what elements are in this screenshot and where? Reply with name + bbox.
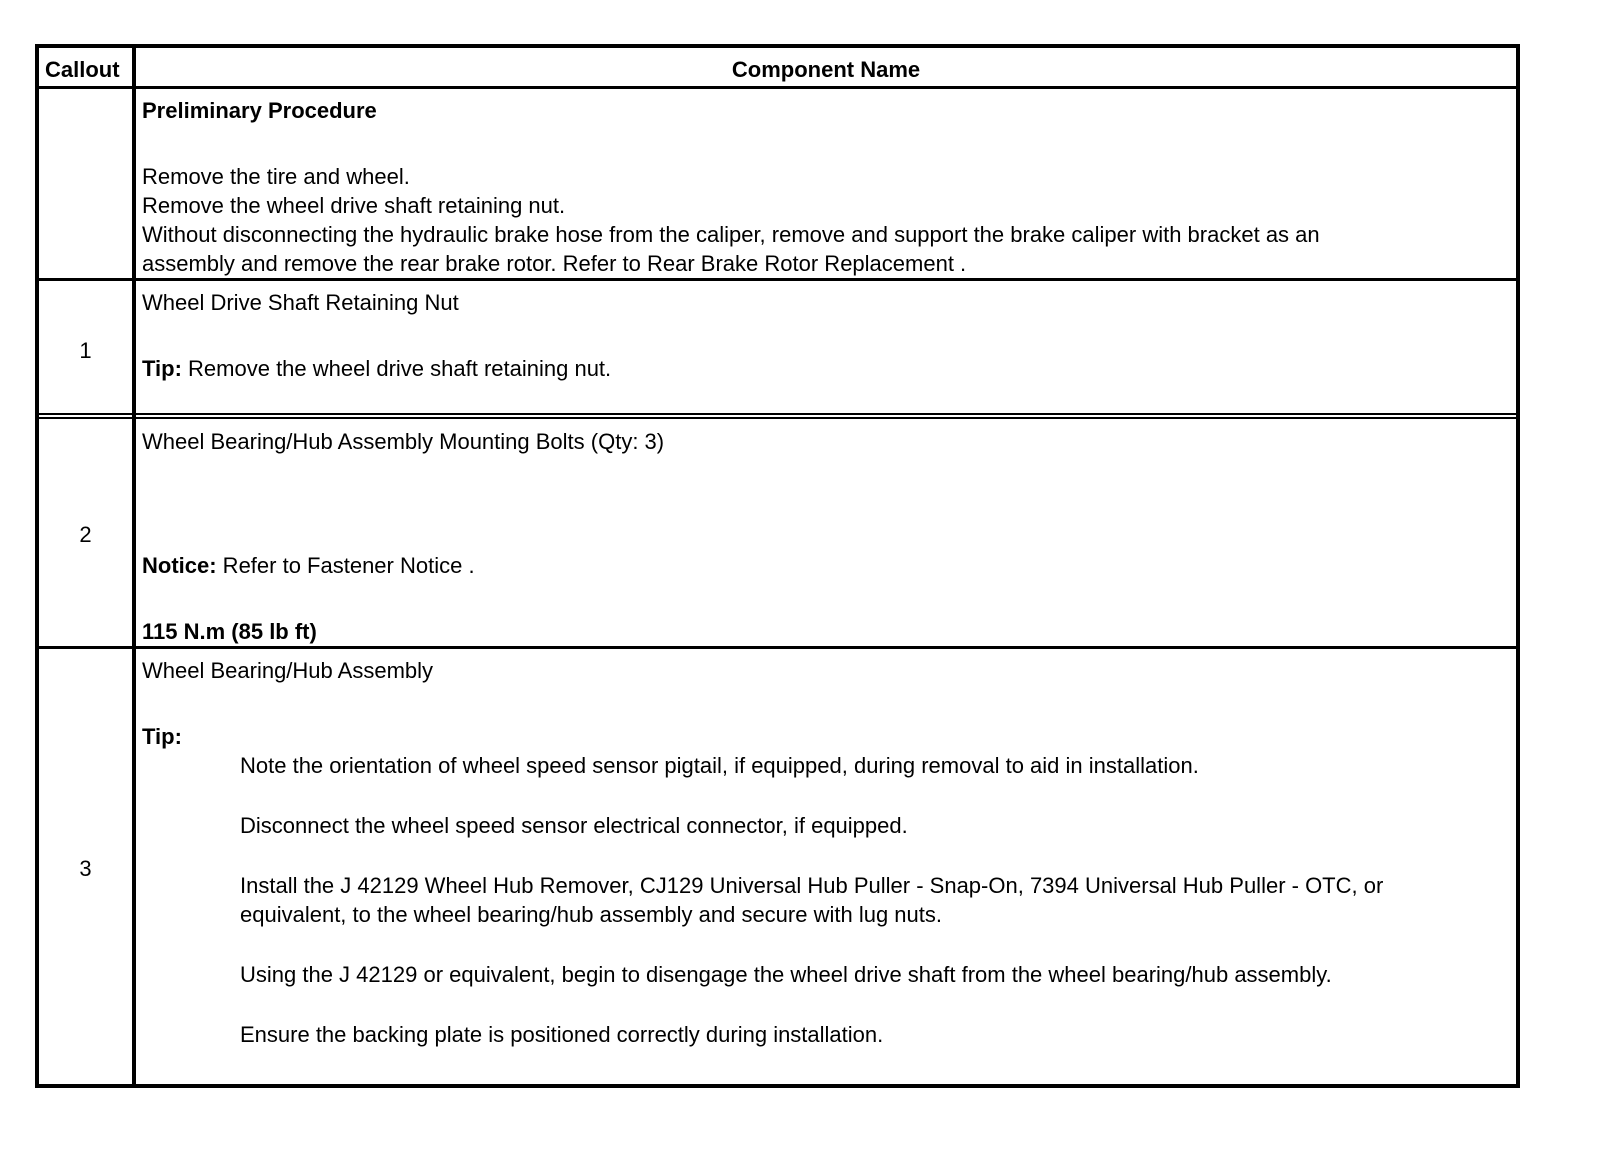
row-3-content: [142, 656, 1512, 1049]
preliminary-line: Remove the tire and wheel.: [142, 164, 410, 189]
row-rule: [39, 417, 1516, 419]
tip-item: equivalent, to the wheel bearing/hub assembly and secure with lug nuts.: [240, 902, 942, 927]
header-rule: [39, 86, 1516, 89]
row-rule: [39, 413, 1516, 415]
tip-label: Tip:: [142, 356, 182, 381]
notice-line: [142, 551, 1512, 580]
torque-spec: 115 N.m (85 lb ft): [142, 619, 317, 644]
column-divider: [132, 48, 136, 1084]
preliminary-line: Without disconnecting the hydraulic brake hose from the caliper, remove and support the brake caliper with bracket as an: [142, 222, 1320, 247]
tip-label: Tip:: [142, 724, 182, 749]
header-component-name: Component Name: [731, 57, 921, 82]
preliminary-title: Preliminary Procedure: [142, 98, 377, 123]
tip-item: Using the J 42129 or equivalent, begin to disengage the wheel drive shaft from the wheel bearing/hub assembly.: [240, 962, 1332, 987]
tip-line: [142, 354, 1512, 383]
row-1-content: [142, 288, 1512, 383]
preliminary-procedure: [142, 96, 1512, 278]
row-2-content: [142, 427, 1512, 646]
tip-item: Install the J 42129 Wheel Hub Remover, CJ129 Universal Hub Puller - Snap-On, 7394 Universal Hub Puller - OTC, or: [240, 873, 1384, 898]
notice-label: Notice:: [142, 553, 217, 578]
row-rule: [39, 278, 1516, 281]
callout-1: 1: [79, 338, 92, 363]
component-name: Wheel Drive Shaft Retaining Nut: [142, 290, 459, 315]
component-name: Wheel Bearing/Hub Assembly: [142, 658, 434, 683]
row-rule: [39, 646, 1516, 649]
tip-item: Ensure the backing plate is positioned correctly during installation.: [240, 1022, 884, 1047]
callout-2: 2: [79, 522, 92, 547]
tip-item: Note the orientation of wheel speed sensor pigtail, if equipped, during removal to aid in installation.: [240, 753, 1199, 778]
preliminary-line: Remove the wheel drive shaft retaining nut.: [142, 193, 566, 218]
tip-text: Remove the wheel drive shaft retaining nut.: [181, 356, 612, 381]
tip-item: Disconnect the wheel speed sensor electrical connector, if equipped.: [240, 813, 908, 838]
callout-3: 3: [79, 856, 92, 881]
component-name: Wheel Bearing/Hub Assembly Mounting Bolts (Qty: 3): [142, 429, 665, 454]
notice-text: Refer to Fastener Notice .: [216, 553, 475, 578]
component-table: [35, 44, 1520, 1088]
preliminary-line: assembly and remove the rear brake rotor. Refer to Rear Brake Rotor Replacement .: [142, 251, 967, 276]
header-callout: Callout: [45, 57, 120, 82]
